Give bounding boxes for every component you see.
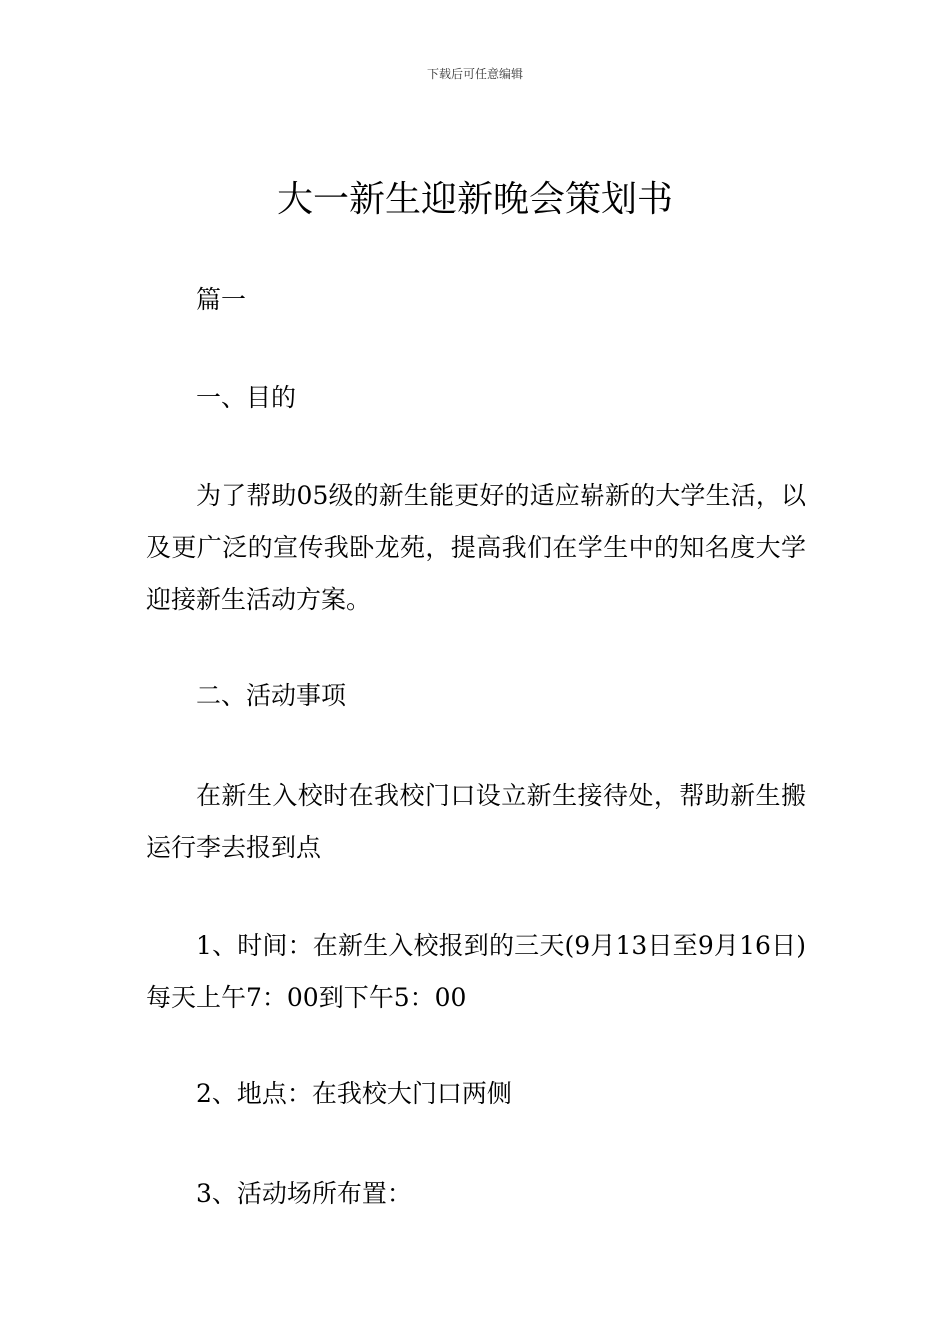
section-label: 篇一 bbox=[196, 285, 247, 314]
paragraph-reception: 在新生入校时在我校门口设立新生接待处，帮助新生搬运行李去报到点 bbox=[146, 781, 806, 862]
header-note: 下载后可任意编辑 bbox=[426, 67, 523, 81]
heading-activities: 二、活动事项 bbox=[196, 681, 347, 710]
item-time: 1、时间：在新生入校报到的三天(9月13日至9月16日)每天上午7：00到下午5：00 bbox=[146, 931, 806, 1012]
paragraph-purpose: 为了帮助05级的新生能更好的适应崭新的大学生活，以及更广泛的宣传我卧龙苑，提高我们在学生中的知名度大学迎接新生活动方案。 bbox=[146, 481, 806, 614]
heading-purpose: 一、目的 bbox=[196, 383, 297, 412]
item-venue-setup: 3、活动场所布置： bbox=[196, 1179, 412, 1208]
item-location: 2、地点：在我校大门口两侧 bbox=[196, 1079, 512, 1108]
document-title: 大一新生迎新晚会策划书 bbox=[276, 179, 673, 220]
